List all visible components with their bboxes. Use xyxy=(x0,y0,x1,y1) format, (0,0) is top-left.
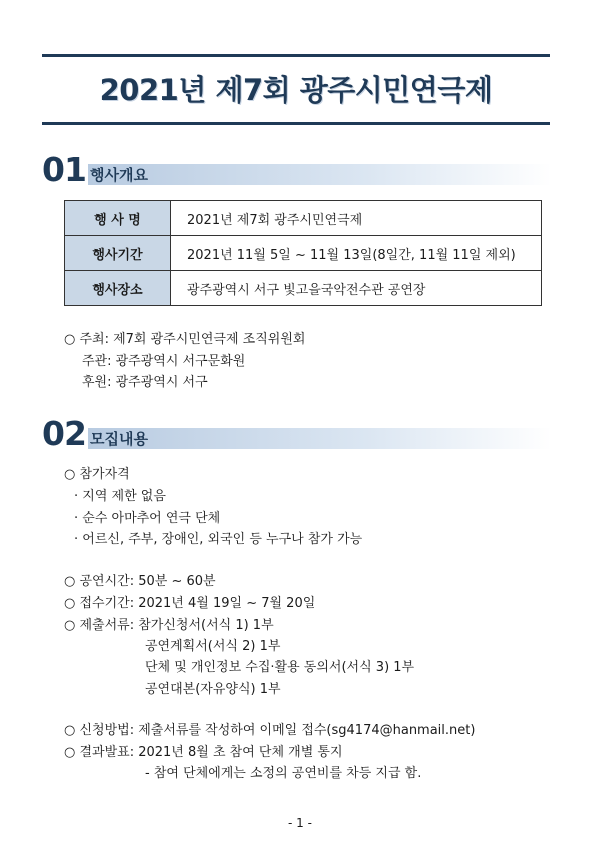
page-title: 2021년 제7회 광주시민연극제 xyxy=(99,73,493,107)
list-item: · 지역 제한 없음 xyxy=(74,489,166,504)
section-2-title: 모집내용 xyxy=(90,430,148,448)
performance-time-line: ○ 공연시간: 50분 ~ 60분 xyxy=(64,574,216,589)
documents-item: 공연계획서(서식 2) 1부 xyxy=(145,639,281,654)
section-1-bar xyxy=(88,164,552,185)
result-note-line: - 참여 단체에게는 소정의 공연비를 차등 지급 함. xyxy=(145,766,422,781)
sponsor-line: 후원: 광주광역시 서구 xyxy=(82,375,208,390)
page-number: - 1 - xyxy=(288,816,312,830)
table-row xyxy=(65,271,542,306)
host-line: ○ 주최: 제7회 광주시민연극제 조직위원회 xyxy=(64,332,306,347)
section-2-bar xyxy=(88,428,552,449)
event-period-value: 2021년 11월 5일 ~ 11월 13일(8일간, 11월 11일 제외) xyxy=(171,236,542,271)
eligibility-heading: ○ 참가자격 xyxy=(64,467,130,482)
application-method-line: ○ 신청방법: 제출서류를 작성하여 이메일 접수(sg4174@hanmail.net) xyxy=(64,723,476,738)
documents-item: 공연대본(자유양식) 1부 xyxy=(145,682,281,697)
event-venue-value: 광주광역시 서구 빛고을국악전수관 공연장 xyxy=(171,271,542,306)
result-announcement-line: ○ 결과발표: 2021년 8월 초 참여 단체 개별 통지 xyxy=(64,745,343,760)
table-row xyxy=(65,236,542,271)
event-name-value: 2021년 제7회 광주시민연극제 xyxy=(171,201,542,236)
list-item: · 순수 아마추어 연극 단체 xyxy=(74,511,221,526)
documents-item: 단체 및 개인정보 수집·활용 동의서(서식 3) 1부 xyxy=(145,660,415,675)
organizer-line: 주관: 광주광역시 서구문화원 xyxy=(82,354,246,369)
section-1-header xyxy=(42,150,552,189)
documents-line: ○ 제출서류: 참가신청서(서식 1) 1부 xyxy=(64,618,274,633)
title-rule-bottom xyxy=(42,122,550,125)
event-venue-label: 행사장소 xyxy=(65,271,171,306)
section-2-number: 02 xyxy=(42,414,86,453)
list-item: · 어르신, 주부, 장애인, 외국인 등 누구나 참가 가능 xyxy=(74,532,363,547)
section-2-header xyxy=(42,414,552,453)
title-rule-top xyxy=(42,54,550,57)
table-row xyxy=(65,201,542,236)
application-period-line: ○ 접수기간: 2021년 4월 19일 ~ 7월 20일 xyxy=(64,596,316,611)
event-name-label: 행 사 명 xyxy=(65,201,171,236)
event-info-table xyxy=(64,200,542,306)
section-1-title: 행사개요 xyxy=(90,166,148,184)
section-1-number: 01 xyxy=(42,150,86,189)
event-period-label: 행사기간 xyxy=(65,236,171,271)
